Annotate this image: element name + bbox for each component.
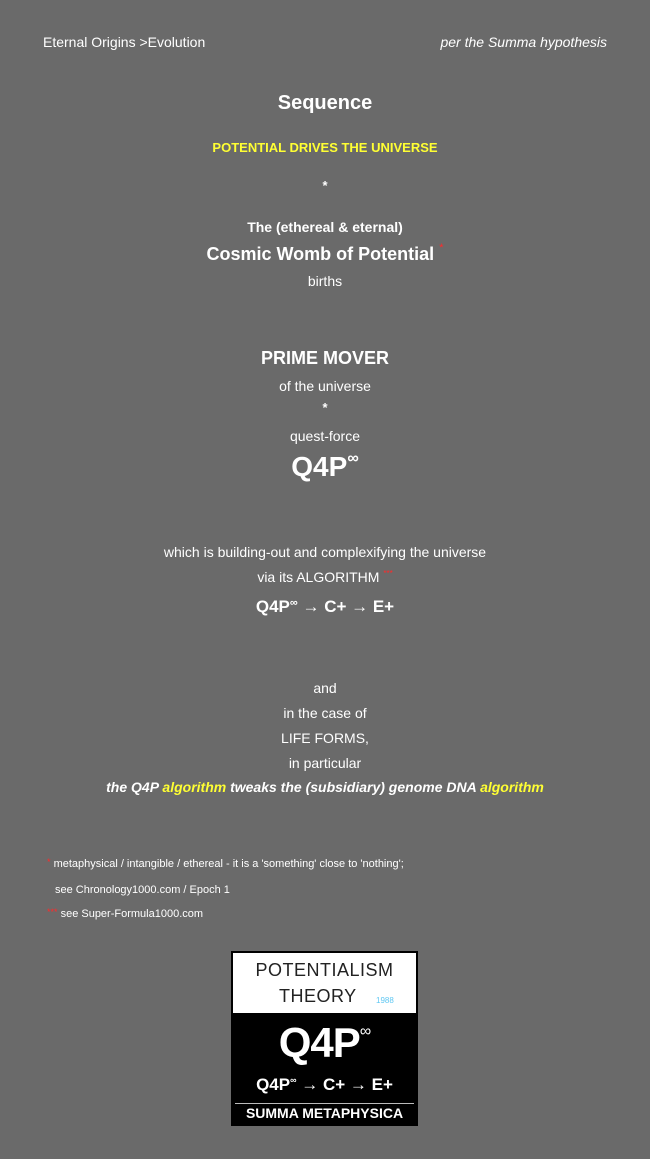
and-text: and: [313, 680, 337, 696]
logo-year: 1988: [376, 996, 394, 1005]
logo-algo-rest: → C+ → E+: [296, 1075, 393, 1094]
logo-title-panel: [233, 953, 416, 1013]
logo-line2: THEORY: [279, 986, 357, 1006]
logo-line1: POTENTIALISM: [255, 960, 394, 980]
births-text: births: [307, 273, 343, 289]
tweak-statement: [0, 779, 650, 795]
in-particular-text: in particular: [288, 755, 362, 771]
building-text: which is building-out and complexifying the universe: [163, 544, 487, 560]
tweak-part2: tweaks the (subsidiary) genome DNA: [226, 779, 481, 795]
life-forms-text: LIFE FORMS,: [281, 730, 369, 746]
footnote-marker: ***: [47, 907, 58, 917]
of-universe-text: of the universe: [279, 378, 371, 394]
footnote-1-text: metaphysical / intangible / ethereal - it is a 'something' close to 'nothing';: [50, 858, 404, 870]
prime-mover-heading: PRIME MOVER: [260, 348, 389, 368]
separator-asterisk: *: [322, 178, 328, 193]
footnote-marker: *: [439, 242, 444, 254]
tweak-part1: the Q4P: [106, 779, 163, 795]
footnote-marker: ***: [383, 569, 393, 578]
hypothesis-note: per the Summa hypothesis: [440, 34, 607, 50]
infinity-icon: ∞: [289, 597, 298, 609]
footnote-2-text: see Super-Formula1000.com: [57, 908, 204, 920]
logo-algorithm: [231, 1075, 418, 1095]
algorithm-formula: [0, 597, 650, 617]
via-algorithm-text: [0, 569, 650, 585]
logo-summa-label: SUMMA METAPHYSICA: [235, 1103, 414, 1123]
logo-q4p-label: Q4P: [278, 1019, 360, 1066]
page-title: Sequence: [277, 92, 373, 114]
footnote-1-link[interactable]: see Chronology1000.com / Epoch 1: [55, 884, 230, 896]
algorithm-q4p: Q4P: [255, 597, 290, 616]
cosmic-womb-label: Cosmic Womb of Potential: [206, 244, 435, 264]
infinity-icon: ∞: [290, 1075, 297, 1085]
summa-logo[interactable]: [231, 951, 418, 1126]
footnote-2[interactable]: [47, 908, 203, 920]
logo-algo-q4p: Q4P: [256, 1075, 291, 1094]
footnote-marker: *: [47, 857, 51, 867]
ethereal-text: The (ethereal & eternal): [247, 219, 403, 235]
separator-asterisk: *: [322, 400, 328, 415]
infinity-icon: ∞: [347, 450, 359, 467]
cosmic-womb-heading: [0, 244, 650, 265]
q4p-label: Q4P: [291, 451, 348, 482]
q4p-heading: [0, 451, 650, 483]
potential-heading: POTENTIAL DRIVES THE UNIVERSE: [212, 140, 438, 155]
via-label: via its ALGORITHM: [257, 569, 380, 585]
infinity-icon: ∞: [359, 1023, 371, 1040]
logo-q4p: [231, 1019, 418, 1067]
algorithm-highlight: algorithm: [162, 779, 227, 795]
in-case-text: in the case of: [283, 705, 367, 721]
algorithm-highlight: algorithm: [480, 779, 544, 795]
quest-force-text: quest-force: [289, 428, 361, 444]
breadcrumb[interactable]: Eternal Origins >Evolution: [43, 34, 206, 50]
footnote-1: [47, 858, 404, 870]
algorithm-rest: → C+ → E+: [297, 597, 395, 616]
